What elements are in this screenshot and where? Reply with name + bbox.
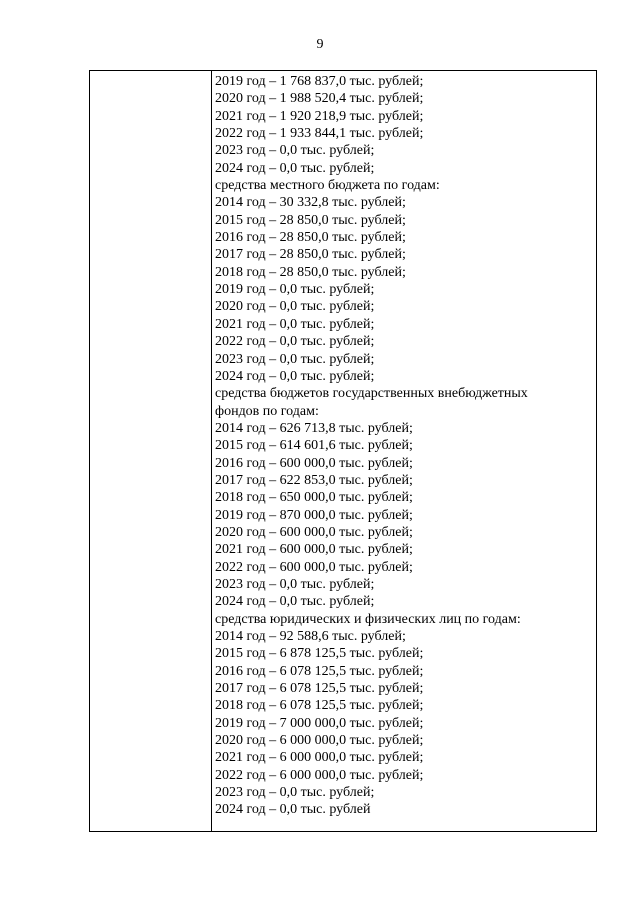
section-heading: средства юридических и физических лиц по годам: <box>215 611 521 627</box>
list-item: 2016 год – 28 850,0 тыс. рублей; <box>215 230 406 246</box>
list-item: 2018 год – 6 078 125,5 тыс. рублей; <box>215 698 424 714</box>
list-item: 2018 год – 28 850,0 тыс. рублей; <box>215 264 406 280</box>
list-item: 2023 год – 0,0 тыс. рублей; <box>215 576 375 592</box>
list-item: 2023 год – 0,0 тыс. рублей; <box>215 143 375 159</box>
section-heading: средства местного бюджета по годам: <box>215 178 440 194</box>
table-right-cell <box>212 71 596 831</box>
list-item: 2018 год – 650 000,0 тыс. рублей; <box>215 490 413 506</box>
list-item: 2020 год – 1 988 520,4 тыс. рублей; <box>215 91 424 107</box>
list-item: 2022 год – 0,0 тыс. рублей; <box>215 334 375 350</box>
regional-tail-list <box>215 73 596 177</box>
funding-table <box>89 70 597 832</box>
list-item: 2014 год – 626 713,8 тыс. рублей; <box>215 420 413 436</box>
list-item: 2017 год – 28 850,0 тыс. рублей; <box>215 247 406 263</box>
list-item: 2024 год – 0,0 тыс. рублей; <box>215 368 375 384</box>
list-item: 2022 год – 600 000,0 тыс. рублей; <box>215 559 413 575</box>
list-item: 2024 год – 0,0 тыс. рублей <box>215 802 371 818</box>
list-item: 2023 год – 0,0 тыс. рублей; <box>215 785 375 801</box>
list-item: 2016 год – 6 078 125,5 тыс. рублей; <box>215 663 424 679</box>
list-item: 2021 год – 1 920 218,9 тыс. рублей; <box>215 108 424 124</box>
list-item: 2020 год – 600 000,0 тыс. рублей; <box>215 524 413 540</box>
list-item: 2017 год – 622 853,0 тыс. рублей; <box>215 472 413 488</box>
list-item: 2019 год – 7 000 000,0 тыс. рублей; <box>215 715 424 731</box>
list-item: 2021 год – 600 000,0 тыс. рублей; <box>215 542 413 558</box>
private-funds-section <box>215 611 596 819</box>
local-budget-section <box>215 177 596 385</box>
list-item: 2024 год – 0,0 тыс. рублей; <box>215 160 375 176</box>
list-item: 2024 год – 0,0 тыс. рублей; <box>215 594 375 610</box>
list-item: 2017 год – 6 078 125,5 тыс. рублей; <box>215 681 424 697</box>
list-item: 2022 год – 6 000 000,0 тыс. рублей; <box>215 767 424 783</box>
list-item: 2015 год – 28 850,0 тыс. рублей; <box>215 212 406 228</box>
list-item: 2014 год – 30 332,8 тыс. рублей; <box>215 195 406 211</box>
list-item: 2015 год – 6 878 125,5 тыс. рублей; <box>215 646 424 662</box>
list-item: 2021 год – 6 000 000,0 тыс. рублей; <box>215 750 424 766</box>
list-item: 2015 год – 614 601,6 тыс. рублей; <box>215 438 413 454</box>
list-item: 2014 год – 92 588,6 тыс. рублей; <box>215 629 406 644</box>
list-item: 2023 год – 0,0 тыс. рублей; <box>215 351 375 367</box>
page-number: 9 <box>316 37 324 52</box>
list-item: 2019 год – 1 768 837,0 тыс. рублей; <box>215 74 424 89</box>
list-item: 2019 год – 0,0 тыс. рублей; <box>215 282 375 298</box>
table-left-cell <box>90 71 212 831</box>
list-item: 2020 год – 6 000 000,0 тыс. рублей; <box>215 733 424 749</box>
extrabudgetary-funds-section <box>215 385 596 610</box>
list-item: 2016 год – 600 000,0 тыс. рублей; <box>215 455 413 471</box>
list-item: 2020 год – 0,0 тыс. рублей; <box>215 299 375 315</box>
list-item: 2021 год – 0,0 тыс. рублей; <box>215 316 375 332</box>
list-item: 2022 год – 1 933 844,1 тыс. рублей; <box>215 126 424 142</box>
section-heading: средства бюджетов государственных внебюджетных фондов по годам: <box>215 386 528 419</box>
list-item: 2019 год – 870 000,0 тыс. рублей; <box>215 507 413 523</box>
